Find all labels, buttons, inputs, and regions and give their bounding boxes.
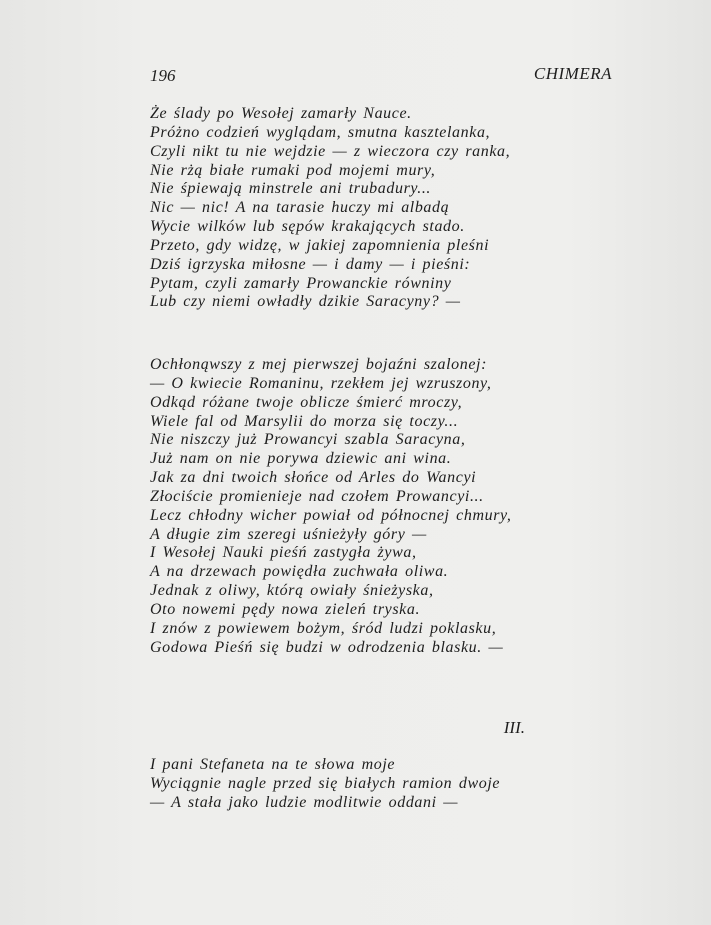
verse-line: Nic — nic! A na tarasie huczy mi albadą [150, 199, 450, 217]
verse-line: Próżno codzień wyglądam, smutna kasztelanka, [150, 123, 491, 141]
verse-line: I Wesołej Nauki pieśń zastygła żywa, [150, 544, 417, 562]
verse-line: Wyciągnie nagle przed się białych ramion dwoje [150, 774, 501, 792]
verse-line: Przeto, gdy widzę, w jakiej zapomnienia pleśni [150, 236, 490, 254]
verse-line: Wycie wilków lub sępów krakających stado. [150, 218, 465, 236]
verse-line: Odkąd różane twoje oblicze śmierć mroczy, [150, 393, 463, 411]
verse-line: Złociście promienieje nad czołem Prowancyi... [150, 487, 484, 505]
verse-line: Dziś igrzyska miłosne — i damy — i pieśni: [150, 255, 471, 273]
verse-line: Pytam, czyli zamarły Prowanckie równiny [150, 274, 452, 292]
verse-line: I pani Stefaneta na te słowa moje [150, 756, 396, 773]
verse-line: Lub czy niemi owładły dzikie Saracyny? — [150, 293, 461, 311]
verse-line: Że ślady po Wesołej zamarły Nauce. [150, 105, 412, 122]
stanza-3 [150, 756, 500, 813]
verse-line: — O kwiecie Romaninu, rzekłem jej wzruszony, [150, 374, 492, 392]
verse-line: A na drzewach powiędła zuchwała oliwa. [150, 563, 449, 581]
verse-line: A długie zim szeregi uśnieżyły góry — [150, 525, 427, 543]
verse-line: Lecz chłodny wicher powiał od północnej chmury, [150, 506, 512, 524]
stanza-2 [150, 356, 511, 658]
verse-line: Ochłonąwszy z mej pierwszej bojaźni szalonej: [150, 356, 487, 373]
stanza-1 [150, 105, 510, 312]
verse-line: — A stała jako ludzie modlitwie oddani — [150, 793, 459, 811]
section-heading: III. [503, 718, 525, 737]
running-title: CHIMERA [533, 64, 612, 83]
verse-line: Nie niszczy już Prowancyi szabla Saracyna, [150, 431, 466, 449]
verse-line: Godowa Pieśń się budzi w odrodzenia blasku. — [150, 638, 504, 656]
verse-line: Wiele fal od Marsylii do morza się toczy... [150, 412, 459, 430]
verse-line: I znów z powiewem bożym, śród ludzi poklasku, [150, 619, 497, 637]
verse-line: Nie śpiewają minstrele ani trubadury... [150, 180, 432, 198]
verse-line: Nie rżą białe rumaki pod mojemi mury, [150, 161, 436, 179]
verse-line: Jednak z oliwy, którą owiały śnieżyska, [150, 582, 434, 600]
verse-line: Czyli nikt tu nie wejdzie — z wieczora czy ranka, [150, 142, 511, 160]
page-number: 196 [150, 66, 176, 85]
verse-line: Jak za dni twoich słońce od Arles do Wancyi [150, 469, 477, 487]
verse-line: Już nam on nie porywa dziewic ani wina. [150, 450, 452, 468]
verse-line: Oto nowemi pędy nowa zieleń tryska. [150, 600, 421, 618]
